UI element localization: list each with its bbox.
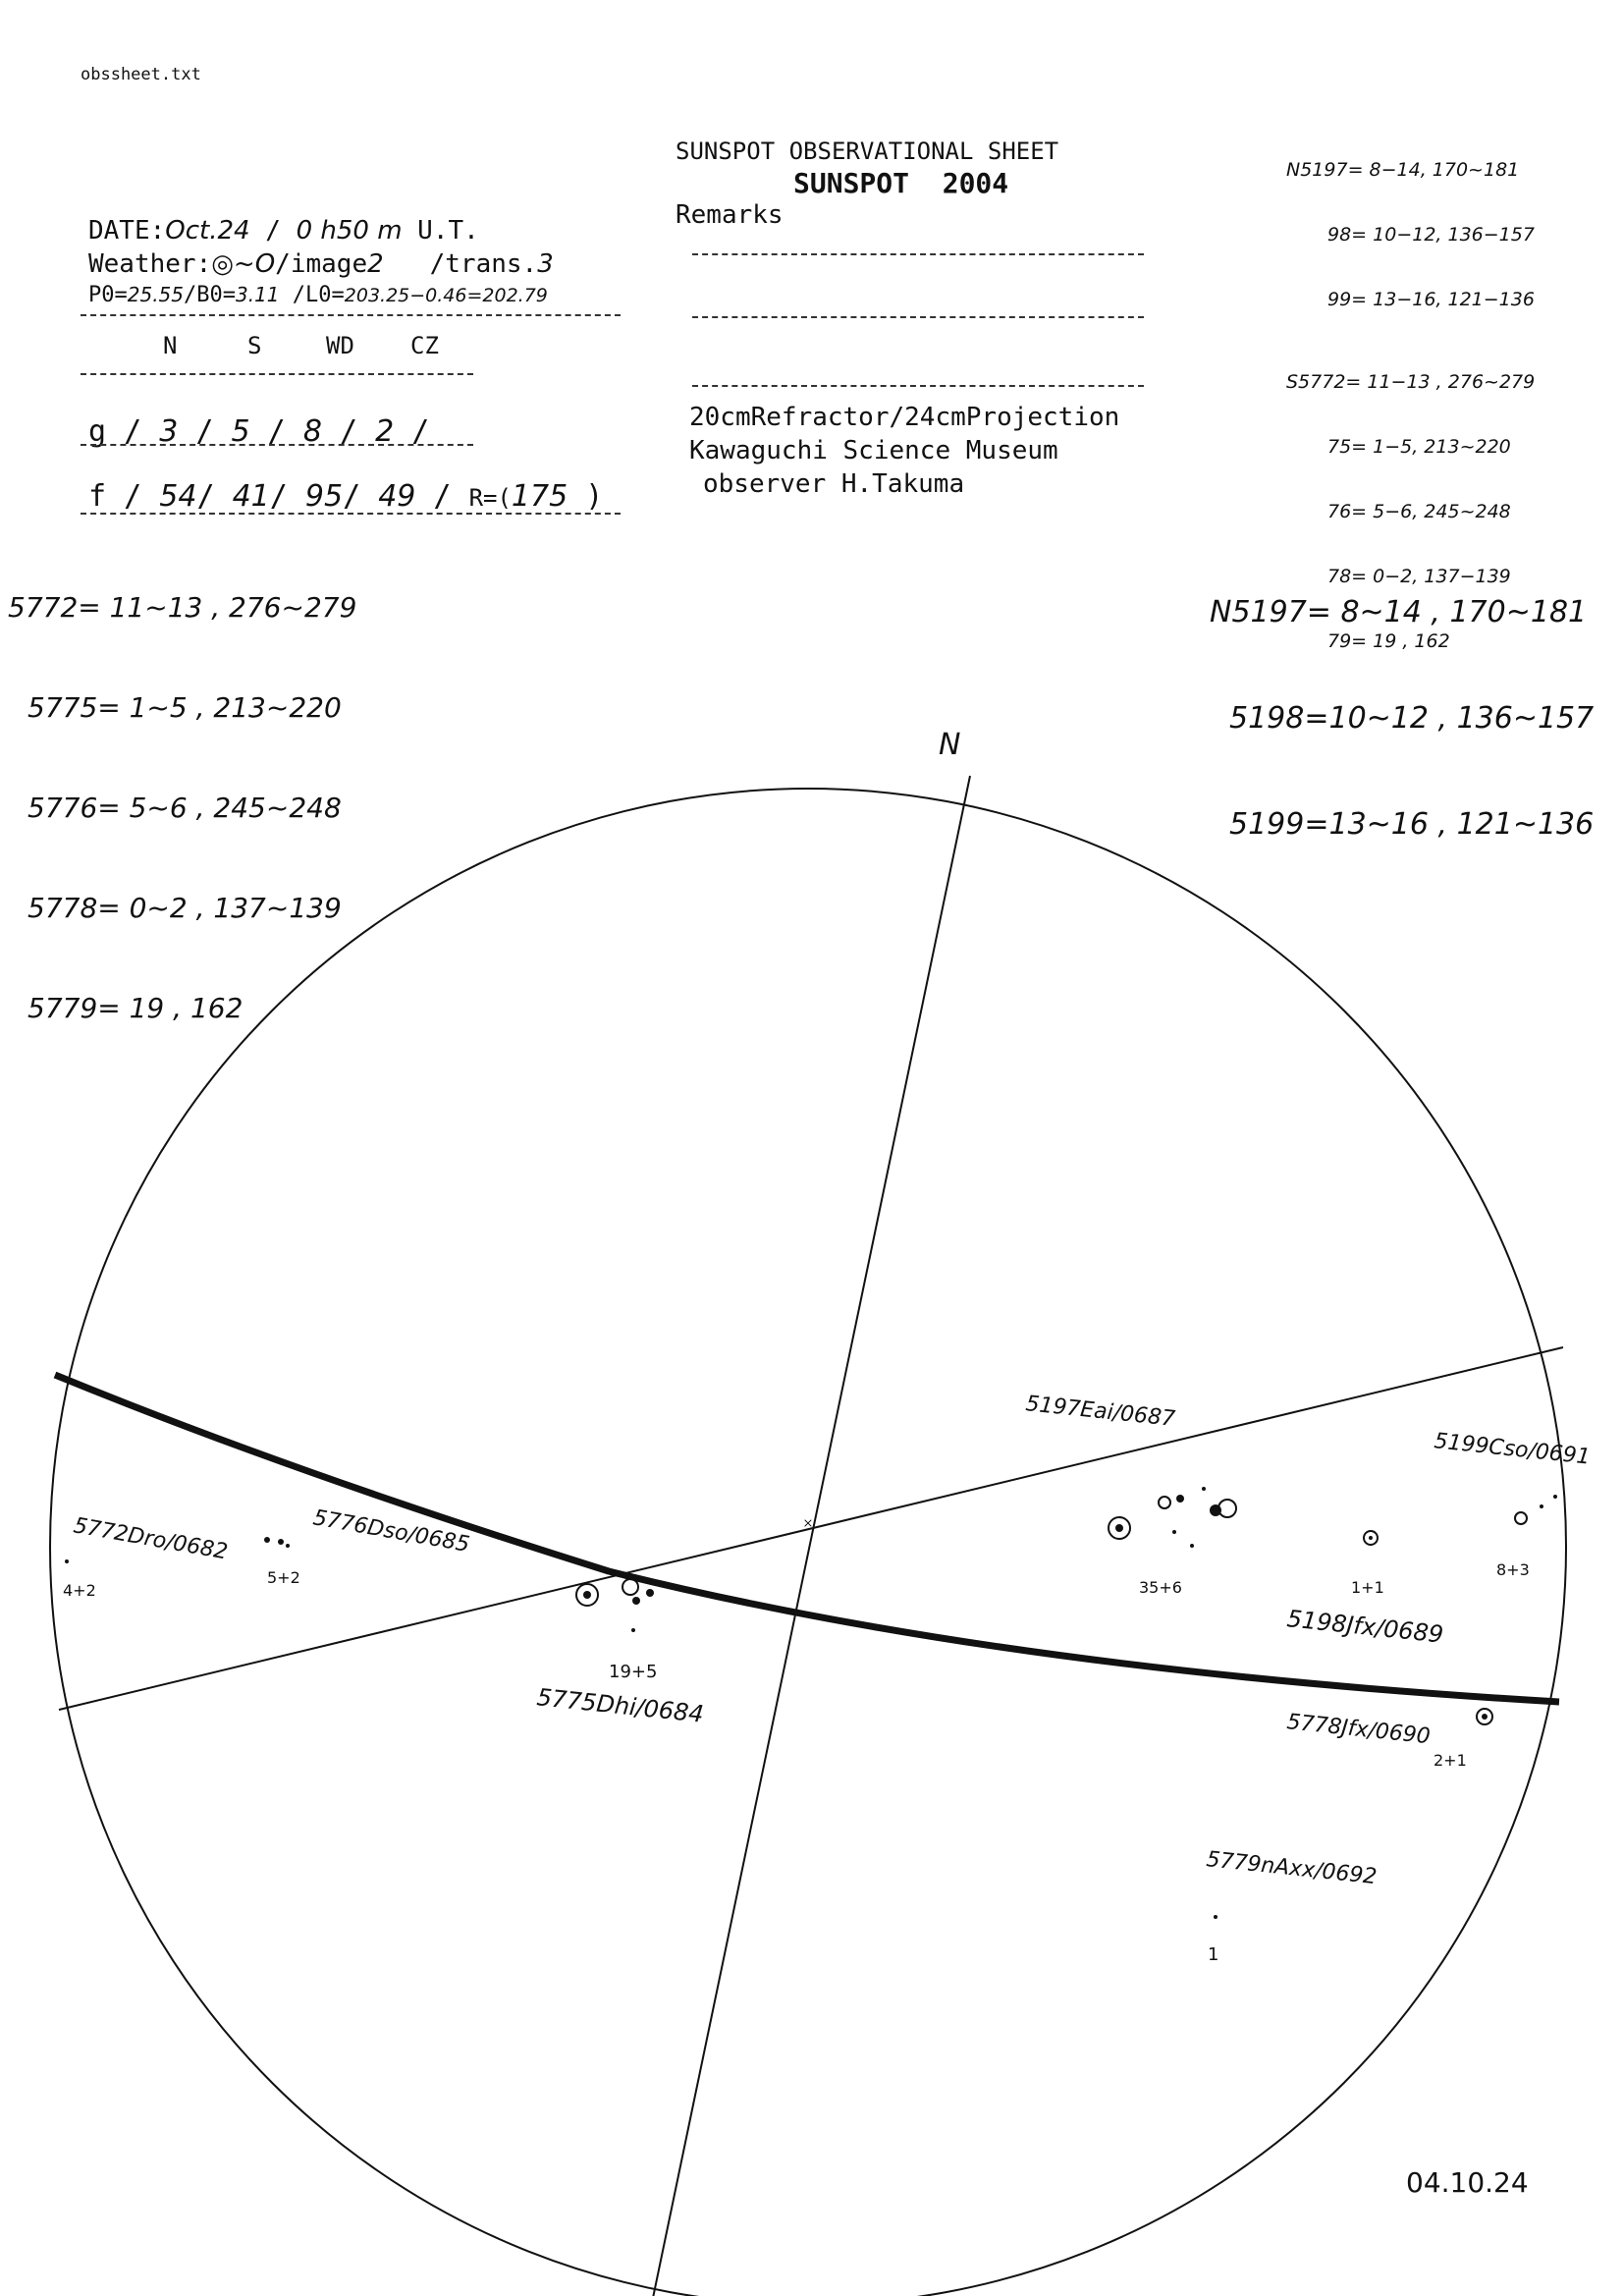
g-cz: 2 bbox=[375, 414, 395, 449]
g-wd: 8 bbox=[302, 414, 322, 449]
g-label: g bbox=[88, 414, 107, 449]
l0-value: 203.25−0.46=202.79 bbox=[344, 285, 548, 306]
note-corner-8: 79= 19 , 162 bbox=[1327, 630, 1450, 652]
note-right-2: 5198=10~12 , 136~157 bbox=[1229, 701, 1595, 736]
sheet-title: SUNSPOT OBSERVATIONAL SHEET bbox=[676, 137, 1059, 165]
note-corner-6: 76= 5−6, 245~248 bbox=[1327, 501, 1511, 522]
time-value: 0 h50 m bbox=[296, 216, 403, 246]
equator-path bbox=[55, 1375, 1559, 1702]
axis-north-south bbox=[653, 776, 970, 2296]
col-n: N bbox=[163, 332, 178, 359]
group-5779-label: 5779nAxx/0692 bbox=[1205, 1847, 1379, 1890]
disk-outline bbox=[50, 789, 1566, 2296]
date-value: Oct.24 bbox=[165, 216, 250, 246]
trans-label: /trans. bbox=[429, 249, 538, 279]
note-corner-7: 78= 0−2, 137−139 bbox=[1327, 566, 1511, 587]
spot-5199-c bbox=[1553, 1495, 1557, 1499]
time-separator: / bbox=[249, 216, 297, 246]
spot-5776-b bbox=[278, 1539, 284, 1545]
r-value: 175 bbox=[511, 479, 568, 514]
g-n: 3 bbox=[159, 414, 179, 449]
spot-5775-b bbox=[622, 1579, 638, 1595]
image-value: 2 bbox=[367, 249, 384, 279]
group-5776-label: 5776Dso/0685 bbox=[310, 1505, 472, 1558]
group-5776-count: 5+2 bbox=[267, 1568, 300, 1587]
col-s: S bbox=[247, 332, 262, 359]
group-5199-count: 8+3 bbox=[1496, 1560, 1530, 1579]
note-left-3: 5776= 5~6 , 245~248 bbox=[27, 792, 342, 824]
north-label: N bbox=[939, 728, 961, 762]
time-suffix: U.T. bbox=[402, 216, 479, 246]
spot-5772 bbox=[65, 1559, 69, 1563]
weather-label: Weather: bbox=[88, 249, 212, 279]
note-right-1: N5197= 8~14 , 170~181 bbox=[1210, 595, 1588, 629]
note-right-3: 5199=13~16 , 121~136 bbox=[1229, 807, 1595, 842]
g-row: g / 3 / 5 / 8 / 2 / bbox=[88, 414, 430, 449]
note-corner-4: S5772= 11−13 , 276~279 bbox=[1286, 371, 1536, 393]
group-5197-count: 35+6 bbox=[1139, 1578, 1182, 1597]
g-s: 5 bbox=[231, 414, 250, 449]
spot-5198-umbra bbox=[1369, 1536, 1373, 1540]
spot-5197-f bbox=[1172, 1530, 1176, 1534]
spot-5776-c bbox=[286, 1544, 290, 1548]
r-close: ) bbox=[585, 479, 604, 514]
col-cz: CZ bbox=[410, 332, 439, 359]
spot-5199-a bbox=[1515, 1512, 1527, 1524]
weather-value: ◎~O bbox=[211, 249, 276, 279]
center-mark: × bbox=[802, 1513, 814, 1533]
spot-5775-e bbox=[631, 1628, 635, 1632]
f-wd: 95 bbox=[304, 479, 344, 514]
group-5775-label: 5775Dhi/0684 bbox=[535, 1683, 705, 1728]
group-5779-count: 1 bbox=[1208, 1944, 1219, 1965]
observer-info: observer H.Takuma bbox=[703, 469, 965, 499]
b0-label: /B0= bbox=[184, 283, 236, 307]
spot-5775-a-umbra bbox=[583, 1591, 591, 1599]
spot-5776-a bbox=[264, 1537, 270, 1543]
spot-5197-c bbox=[1176, 1495, 1184, 1503]
b0-value: 3.11 bbox=[236, 283, 280, 306]
f-row: f / 54/ 41/ 95/ 49 / R=(175 ) bbox=[88, 479, 604, 514]
spot-5197-e bbox=[1218, 1500, 1236, 1517]
r-label: R=( bbox=[468, 484, 512, 512]
spot-5775-d bbox=[646, 1589, 654, 1597]
p0-value: 25.55 bbox=[127, 283, 185, 306]
file-name: obssheet.txt bbox=[81, 65, 201, 84]
f-n: 54 bbox=[159, 479, 197, 514]
group-5778-count: 2+1 bbox=[1434, 1751, 1467, 1770]
remarks-label: Remarks bbox=[676, 200, 784, 230]
f-label: f bbox=[88, 479, 107, 514]
sheet-subtitle: SUNSPOT 2004 bbox=[793, 167, 1009, 199]
spot-5199-b bbox=[1540, 1504, 1543, 1508]
telescope-info: 20cmRefractor/24cmProjection bbox=[689, 403, 1120, 432]
note-corner-1: N5197= 8−14, 170~181 bbox=[1286, 159, 1520, 181]
spot-5197-b bbox=[1159, 1497, 1170, 1508]
group-5198-count: 1+1 bbox=[1351, 1578, 1384, 1597]
group-5198-label: 5198Jfx/0689 bbox=[1285, 1605, 1445, 1649]
note-corner-5: 75= 1−5, 213~220 bbox=[1327, 436, 1511, 458]
group-5197-label: 5197Eai/0687 bbox=[1024, 1392, 1177, 1432]
date-stamp: 04.10.24 bbox=[1406, 2166, 1529, 2199]
note-left-1: 5772= 11~13 , 276~279 bbox=[8, 591, 357, 624]
f-cz: 49 bbox=[378, 479, 416, 514]
note-left-2: 5775= 1~5 , 213~220 bbox=[27, 691, 342, 724]
location-info: Kawaguchi Science Museum bbox=[689, 436, 1058, 465]
spot-5779 bbox=[1214, 1915, 1217, 1919]
group-5775-count: 19+5 bbox=[609, 1662, 658, 1682]
date-label: DATE: bbox=[88, 216, 166, 246]
spot-5197-a-umbra bbox=[1115, 1524, 1123, 1532]
note-corner-3: 99= 13−16, 121−136 bbox=[1327, 289, 1535, 310]
p0-label: P0= bbox=[88, 283, 128, 307]
note-left-4: 5778= 0~2 , 137~139 bbox=[27, 892, 342, 924]
spot-5778-umbra bbox=[1482, 1714, 1488, 1720]
image-label: /image bbox=[275, 249, 368, 279]
spot-5197-h bbox=[1202, 1487, 1206, 1491]
l0-label: /L0= bbox=[292, 283, 345, 307]
group-5778-label: 5778Jfx/0690 bbox=[1285, 1710, 1432, 1750]
group-5772-label: 5772Dro/0682 bbox=[71, 1513, 230, 1565]
spot-5775-c bbox=[632, 1597, 640, 1605]
f-s: 41 bbox=[232, 479, 270, 514]
trans-value: 3 bbox=[537, 249, 554, 279]
col-wd: WD bbox=[326, 332, 354, 359]
note-corner-2: 98= 10−12, 136−157 bbox=[1327, 224, 1535, 246]
spot-5197-g bbox=[1190, 1544, 1194, 1548]
note-left-5: 5779= 19 , 162 bbox=[27, 992, 243, 1024]
group-5772-count: 4+2 bbox=[63, 1581, 96, 1600]
group-5199-label: 5199Cso/0691 bbox=[1433, 1429, 1592, 1470]
